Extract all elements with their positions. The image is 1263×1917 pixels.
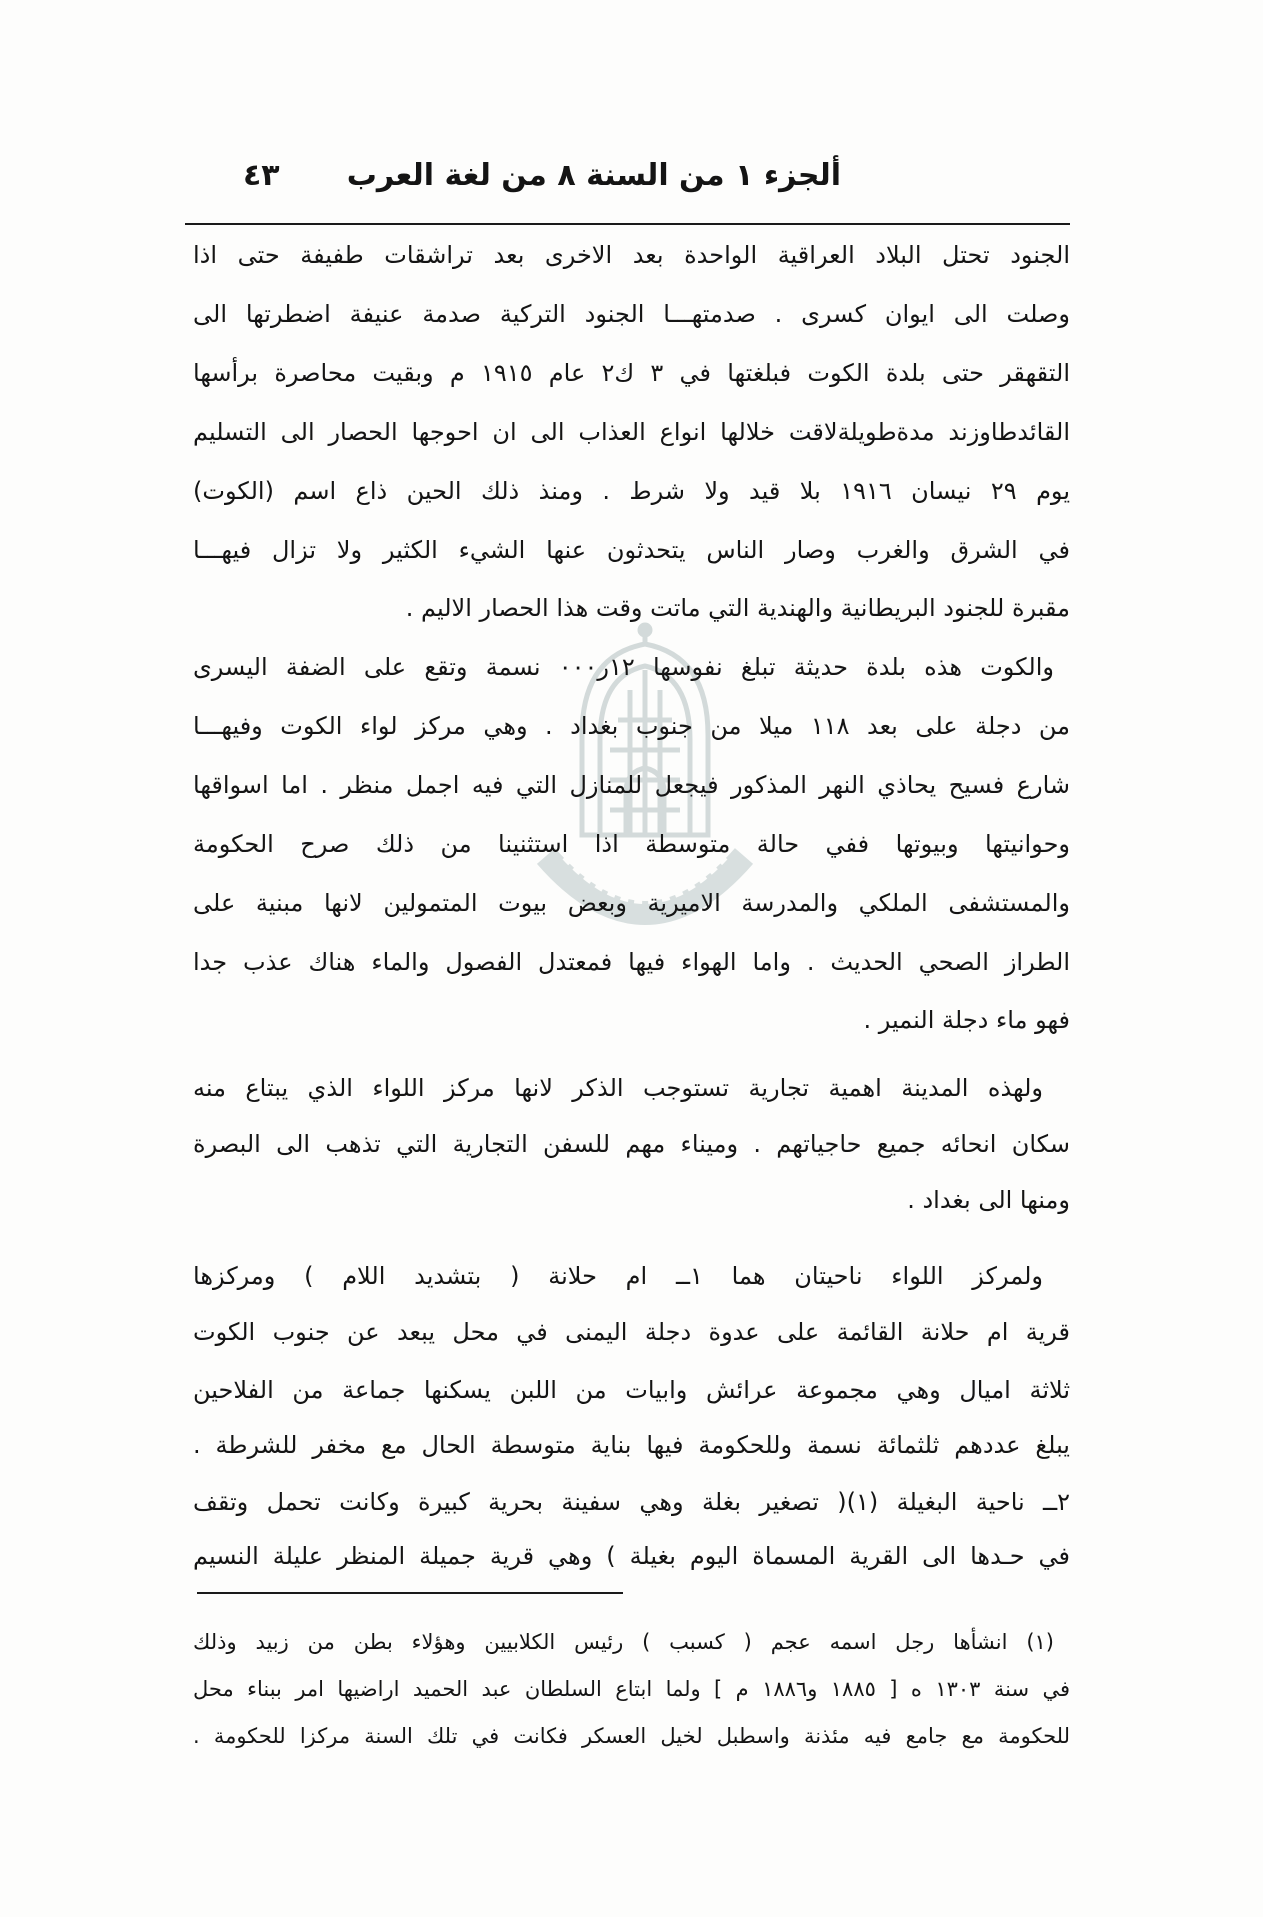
header-rule bbox=[185, 223, 1070, 225]
footnote-rule bbox=[197, 1592, 623, 1594]
text-line: التقهقر حتى بلدة الكوت فبلغتها في ٣ ك٢ عام ١٩١٥ م وبقيت محاصرة برأسها bbox=[193, 359, 1070, 387]
text-line: ولهذه المدينة اهمية تجارية تستوجب الذكر لانها مركز اللواء الذي يبتاع منه bbox=[193, 1074, 1043, 1102]
text-line: في الشرق والغرب وصار الناس يتحدثون عنها الشيء الكثير ولا تزال فيهـــا bbox=[193, 536, 1070, 564]
text-line: يوم ٢٩ نيسان ١٩١٦ بلا قيد ولا شرط . ومنذ ذلك الحين ذاع اسم (الكوت) bbox=[193, 477, 1071, 505]
page-number: ٤٣ bbox=[243, 158, 280, 193]
text-line: والكوت هذه بلدة حديثة تبلغ نفوسها ١٢ر٠٠٠ نسمة وتقع على الضفة اليسرى bbox=[193, 653, 1055, 681]
text-line: قرية ام حلانة القائمة على عدوة دجلة اليمنى في محل يبعد عن جنوب الكوت bbox=[193, 1318, 1070, 1346]
text-line: والمستشفى الملكي والمدرسة الاميرية وبعض بيوت المتمولين لانها مبنية على bbox=[193, 889, 1070, 917]
text-line: وصلت الى ايوان كسرى . صدمتهـــا الجنود التركية صدمة عنيفة اضطرتها الى bbox=[193, 300, 1070, 328]
text-line: شارع فسيح يحاذي النهر المذكور فيجعل للمنازل التي فيه اجمل منظر . اما اسواقها bbox=[193, 771, 1070, 799]
text-line: فهو ماء دجلة النمير . bbox=[863, 1006, 1070, 1034]
text-line: يبلغ عددهم ثلثمائة نسمة وللحكومة فيها بناية متوسطة الحال مع مخفر للشرطة . bbox=[193, 1431, 1070, 1459]
text-line: وحوانيتها وبيوتها ففي حالة متوسطة اذا استثنينا من ذلك صرح الحكومة bbox=[193, 830, 1070, 858]
footnote-line: في سنة ١٣٠٣ ه [ ١٨٨٥ و١٨٨٦ م ] ولما ابتاع السلطان عبد الحميد اراضيها امر ببناء محل bbox=[193, 1677, 1070, 1701]
running-header: ألجزء ١ من السنة ٨ من لغة العرب bbox=[346, 158, 841, 193]
text-line: ومنها الى بغداد . bbox=[907, 1186, 1070, 1214]
text-line: سكان انحائه جميع حاجياتهم . وميناء مهم للسفن التجارية التي تذهب الى البصرة bbox=[193, 1130, 1070, 1158]
text-line: القائدطاوزند مدةطويلةلاقت خلالها انواع العذاب الى ان احوجها الحصار الى التسليم bbox=[193, 418, 1070, 446]
text-line: مقبرة للجنود البريطانية والهندية التي ماتت وقت هذا الحصار الاليم . bbox=[405, 594, 1070, 622]
text-line: الجنود تحتل البلاد العراقية الواحدة بعد الاخرى بعد تراشقات طفيفة حتى اذا bbox=[193, 241, 1070, 269]
footnote-line: (١) انشأها رجل اسمه عجم ( كسبب ) رئيس الكلابيين وهؤلاء بطن من زبيد وذلك bbox=[193, 1630, 1054, 1654]
footnote-line: للحكومة مع جامع فيه مئذنة واسطبل لخيل العسكر فكانت في تلك السنة مركزا للحكومة . bbox=[193, 1724, 1070, 1748]
text-line: من دجلة على بعد ١١٨ ميلا من جنوب بغداد . وهي مركز لواء الكوت وفيهـــا bbox=[193, 712, 1071, 740]
text-line: الطراز الصحي الحديث . واما الهواء فيها فمعتدل الفصول والماء هناك عذب جدا bbox=[193, 948, 1070, 976]
text-line: ثلاثة اميال وهي مجموعة عرائش وابيات من اللبن يسكنها جماعة من الفلاحين bbox=[193, 1376, 1070, 1404]
text-line: ٢ــ ناحية البغيلة (١)( تصغير بغلة وهي سفينة بحرية كبيرة وكانت تحمل وتقف bbox=[193, 1488, 1070, 1516]
text-line: ولمركز اللواء ناحيتان هما ١ــ ام حلانة ( بتشديد اللام ) ومركزها bbox=[193, 1262, 1043, 1290]
text-line: في حـدها الى القرية المسماة اليوم بغيلة ) وهي قرية جميلة المنظر عليلة النسيم bbox=[193, 1542, 1070, 1570]
